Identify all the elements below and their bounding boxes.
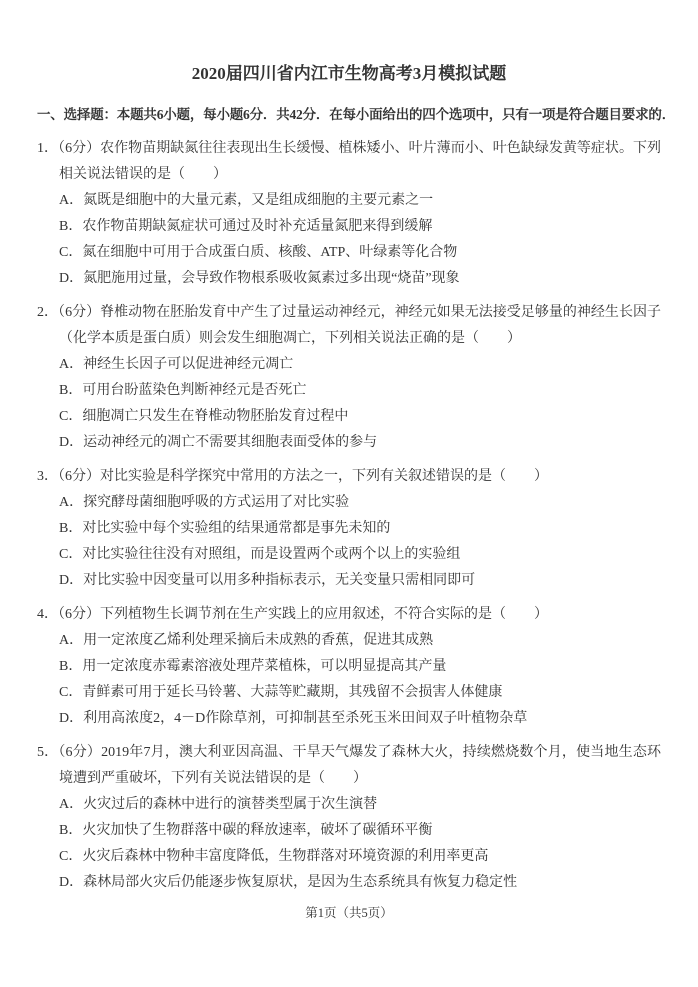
option-text: 对比实验往往没有对照组，而是设置两个或两个以上的实验组: [82, 547, 461, 562]
option-text: 细胞凋亡只发生在脊椎动物胚胎发育过程中: [82, 409, 349, 424]
option-text: 氮既是细胞中的大量元素，又是组成细胞的主要元素之一: [83, 193, 434, 208]
option-text: 森林局部火灾后仍能逐步恢复原状，是因为生态系统具有恢复力稳定性: [83, 875, 518, 890]
section-instructions: 一、选择题：本题共6小题，每小题6分．共42分．在每小面给出的四个选项中，只有一项是符合题目要求的．: [37, 107, 675, 122]
option-label: B．: [59, 219, 83, 234]
option-text: 神经生长因子可以促进神经元凋亡: [83, 357, 294, 372]
question-stem: [37, 136, 661, 188]
option-row-a: [37, 352, 661, 378]
option-row-d: [37, 706, 661, 732]
option-label: B．: [59, 659, 83, 674]
option-label: D．: [59, 573, 84, 588]
option-row-c: [37, 404, 661, 430]
option-label: D．: [59, 711, 84, 726]
question-stem-text: （6分）下列植物生长调节剂在生产实践上的应用叙述，不符合实际的是（ ）: [58, 607, 548, 622]
option-text: 用一定浓度乙烯利处理采摘后未成熟的香蕉，促进其成熟: [83, 633, 434, 648]
option-row-d: [37, 568, 661, 594]
option-text: 氮肥施用过量，会导致作物根系吸收氮素过多出现“烧苗”现象: [83, 271, 460, 286]
option-label: A．: [59, 193, 84, 208]
option-text: 运动神经元的凋亡不需要其细胞表面受体的参与: [83, 435, 378, 450]
question-2: [37, 300, 661, 456]
question-5: [37, 740, 661, 896]
option-text: 农作物苗期缺氮症状可通过及时补充适量氮肥来得到缓解: [82, 219, 433, 234]
option-label: C．: [59, 685, 83, 700]
question-stem-text: （6分）对比实验是科学探究中常用的方法之一，下列有关叙述错误的是（ ）: [58, 469, 548, 484]
option-text: 火灾后森林中物种丰富度降低，生物群落对环境资源的利用率更高: [82, 849, 489, 864]
option-row-b: [37, 516, 661, 542]
option-label: C．: [59, 245, 83, 260]
option-text: 对比实验中每个实验组的结果通常都是事先未知的: [82, 521, 391, 536]
option-label: A．: [59, 797, 84, 812]
option-row-c: [37, 680, 661, 706]
option-label: A．: [59, 357, 84, 372]
option-text: 利用高浓度2，4－D作除草剂，可抑制甚至杀死玉米田间双子叶植物杂草: [83, 711, 528, 726]
option-row-b: [37, 818, 661, 844]
option-text: 探究酵母菌细胞呼吸的方式运用了对比实验: [83, 495, 350, 510]
option-text: 火灾过后的森林中进行的演替类型属于次生演替: [83, 797, 378, 812]
option-label: A．: [59, 495, 84, 510]
option-label: B．: [59, 383, 83, 398]
question-stem-text: （6分）脊椎动物在胚胎发育中产生了过量运动神经元，神经元如果无法接受足够量的神经生长因子（化学本质是蛋白质）则会发生细胞凋亡，下列相关说法正确的是（ ）: [58, 305, 661, 346]
question-stem: [37, 464, 661, 490]
option-row-c: [37, 844, 661, 870]
question-number: 2．: [37, 305, 59, 320]
option-text: 火灾加快了生物群落中碳的释放速率，破坏了碳循环平衡: [82, 823, 433, 838]
question-stem: [37, 602, 661, 628]
question-stem: [37, 740, 661, 792]
option-row-c: [37, 542, 661, 568]
option-row-b: [37, 214, 661, 240]
option-label: D．: [59, 875, 84, 890]
question-stem: [37, 300, 661, 352]
option-label: C．: [59, 547, 83, 562]
option-row-d: [37, 430, 661, 456]
question-4: [37, 602, 661, 732]
question-number: 1．: [37, 141, 59, 156]
option-row-b: [37, 378, 661, 404]
question-number: 5．: [37, 745, 59, 760]
option-label: B．: [59, 823, 83, 838]
option-label: B．: [59, 521, 83, 536]
option-row-a: [37, 792, 661, 818]
option-label: A．: [59, 633, 84, 648]
page-title: 2020届四川省内江市生物高考3月模拟试题: [191, 64, 507, 83]
option-row-a: [37, 188, 661, 214]
question-number: 3．: [37, 469, 58, 484]
option-text: 对比实验中因变量可以用多种指标表示，无关变量只需相同即可: [83, 573, 476, 588]
option-row-a: [37, 628, 661, 654]
option-row-d: [37, 870, 661, 896]
option-row-c: [37, 240, 661, 266]
option-text: 用一定浓度赤霉素溶液处理芹菜植株，可以明显提高其产量: [82, 659, 447, 674]
question-stem-text: （6分）农作物苗期缺氮往往表现出生长缓慢、植株矮小、叶片薄而小、叶色缺绿发黄等症状。下列相关说法错误的是（ ）: [58, 141, 661, 182]
option-row-d: [37, 266, 661, 292]
question-number: 4．: [37, 607, 58, 622]
page-number: 第1页（共5页）: [305, 906, 393, 920]
option-text: 可用台盼蓝染色判断神经元是否死亡: [82, 383, 307, 398]
option-label: D．: [59, 435, 84, 450]
question-3: [37, 464, 661, 594]
question-stem-text: （6分）2019年7月，澳大利亚因高温、干旱天气爆发了森林大火，持续燃烧数个月，使当地生态环境遭到严重破坏，下列有关说法错误的是（ ）: [58, 745, 662, 786]
option-label: D．: [59, 271, 84, 286]
option-row-a: [37, 490, 661, 516]
option-label: C．: [59, 849, 83, 864]
option-row-b: [37, 654, 661, 680]
option-label: C．: [59, 409, 83, 424]
option-text: 氮在细胞中可用于合成蛋白质、核酸、ATP、叶绿素等化合物: [82, 245, 458, 260]
question-1: [37, 136, 661, 292]
option-text: 青鲜素可用于延长马铃薯、大蒜等贮藏期，其残留不会损害人体健康: [82, 685, 503, 700]
